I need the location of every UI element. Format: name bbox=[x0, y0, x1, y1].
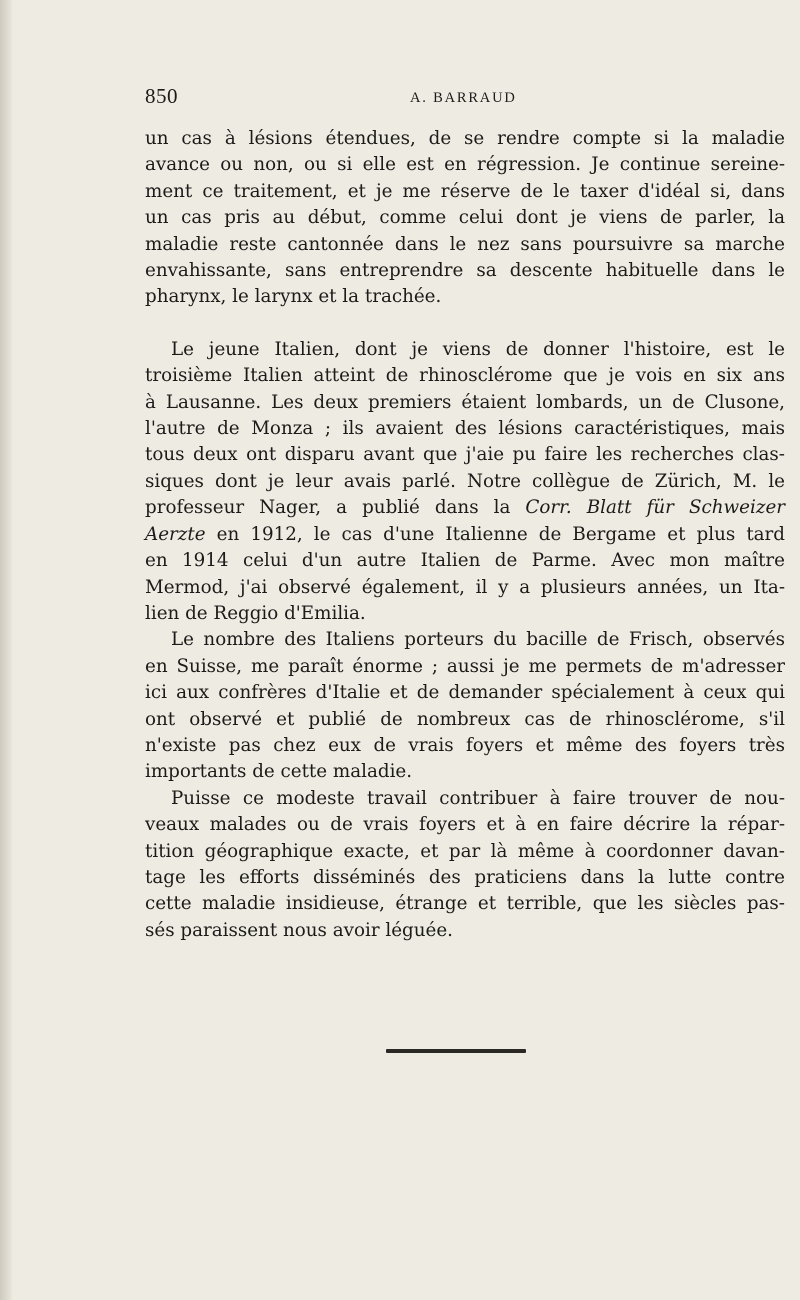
text-line: l'autre de Monza ; ils avaient des lésions caractéristiques, mais bbox=[145, 418, 785, 440]
text-line: Le jeune Italien, dont je viens de donner l'histoire, est le bbox=[171, 338, 785, 360]
text-line: pharynx, le larynx et la trachée. bbox=[145, 286, 442, 308]
text-line: en Suisse, me paraît énorme ; aussi je me permets de m'adresser bbox=[145, 655, 785, 677]
paragraph-1 bbox=[145, 126, 785, 311]
text-line: en 1914 celui d'un autre Italien de Parme. Avec mon maître bbox=[145, 550, 785, 572]
text-line: Le nombre des Italiens porteurs du bacille de Frisch, observés bbox=[171, 629, 785, 651]
text-line: envahissante, sans entreprendre sa descente habituelle dans le bbox=[145, 260, 785, 282]
paragraph-4 bbox=[145, 786, 785, 944]
page-number: 850 bbox=[145, 84, 178, 108]
text-line: lien de Reggio d'Emilia. bbox=[145, 602, 366, 624]
text-line: à Lausanne. Les deux premiers étaient lombards, un de Clusone, bbox=[145, 391, 785, 413]
text-line: Mermod, j'ai observé également, il y a plusieurs années, un Ita- bbox=[145, 576, 785, 598]
text-line: cette maladie insidieuse, étrange et terrible, que les siècles pas- bbox=[145, 893, 785, 915]
paragraph-3 bbox=[145, 627, 785, 785]
running-head-author: A. BARRAUD bbox=[410, 90, 517, 106]
text-line: tition géographique exacte, et par là même à coordonner davan- bbox=[145, 840, 785, 862]
text-line-with-journal bbox=[145, 522, 785, 548]
text-line: un cas à lésions étendues, de se rendre compte si la maladie bbox=[145, 128, 785, 149]
paragraph-spacer bbox=[145, 311, 785, 337]
text-line-with-journal bbox=[145, 495, 785, 521]
text-line: avance ou non, ou si elle est en régression. Je continue sereine- bbox=[145, 154, 785, 176]
text-line: ment ce traitement, et je me réserve de le taxer d'idéal si, dans bbox=[145, 180, 785, 202]
journal-title: Corr. Blatt für Schweizer bbox=[525, 497, 786, 519]
journal-title: Aerzte bbox=[145, 523, 206, 545]
page-header bbox=[0, 84, 800, 114]
text-line: ici aux confrères d'Italie et de demander spécialement à ceux qui bbox=[145, 682, 785, 704]
text-line: siques dont je leur avais parlé. Notre collègue de Zürich, M. le bbox=[145, 470, 785, 492]
text-line: importants de cette maladie. bbox=[145, 761, 413, 783]
paragraph-2 bbox=[145, 337, 785, 627]
text-line: veaux malades ou de vrais foyers et à en faire décrire la répar- bbox=[145, 814, 785, 836]
text-line: tage les efforts disséminés des praticiens dans la lutte contre bbox=[145, 866, 785, 888]
text-line: sés paraissent nous avoir léguée. bbox=[145, 919, 453, 941]
text-segment: en 1912, le cas d'une Italienne de Bergame et plus tard bbox=[216, 523, 786, 545]
text-line: troisième Italien atteint de rhinosclérome que je vois en six ans bbox=[145, 365, 785, 387]
end-of-article-rule bbox=[386, 1049, 526, 1053]
body-text bbox=[145, 126, 785, 944]
text-segment: professeur Nager, a publié dans la bbox=[145, 497, 511, 519]
page-edge-shadow bbox=[0, 0, 12, 1300]
text-line: n'existe pas chez eux de vrais foyers et même des foyers très bbox=[145, 734, 785, 756]
text-line: un cas pris au début, comme celui dont je viens de parler, la bbox=[145, 207, 785, 229]
text-line: ont observé et publié de nombreux cas de rhinosclérome, s'il bbox=[145, 708, 785, 730]
text-line: maladie reste cantonnée dans le nez sans poursuivre sa marche bbox=[145, 233, 785, 255]
text-line: tous deux ont disparu avant que j'aie pu faire les recherches clas- bbox=[145, 444, 785, 466]
text-line: Puisse ce modeste travail contribuer à faire trouver de nou- bbox=[171, 787, 785, 809]
